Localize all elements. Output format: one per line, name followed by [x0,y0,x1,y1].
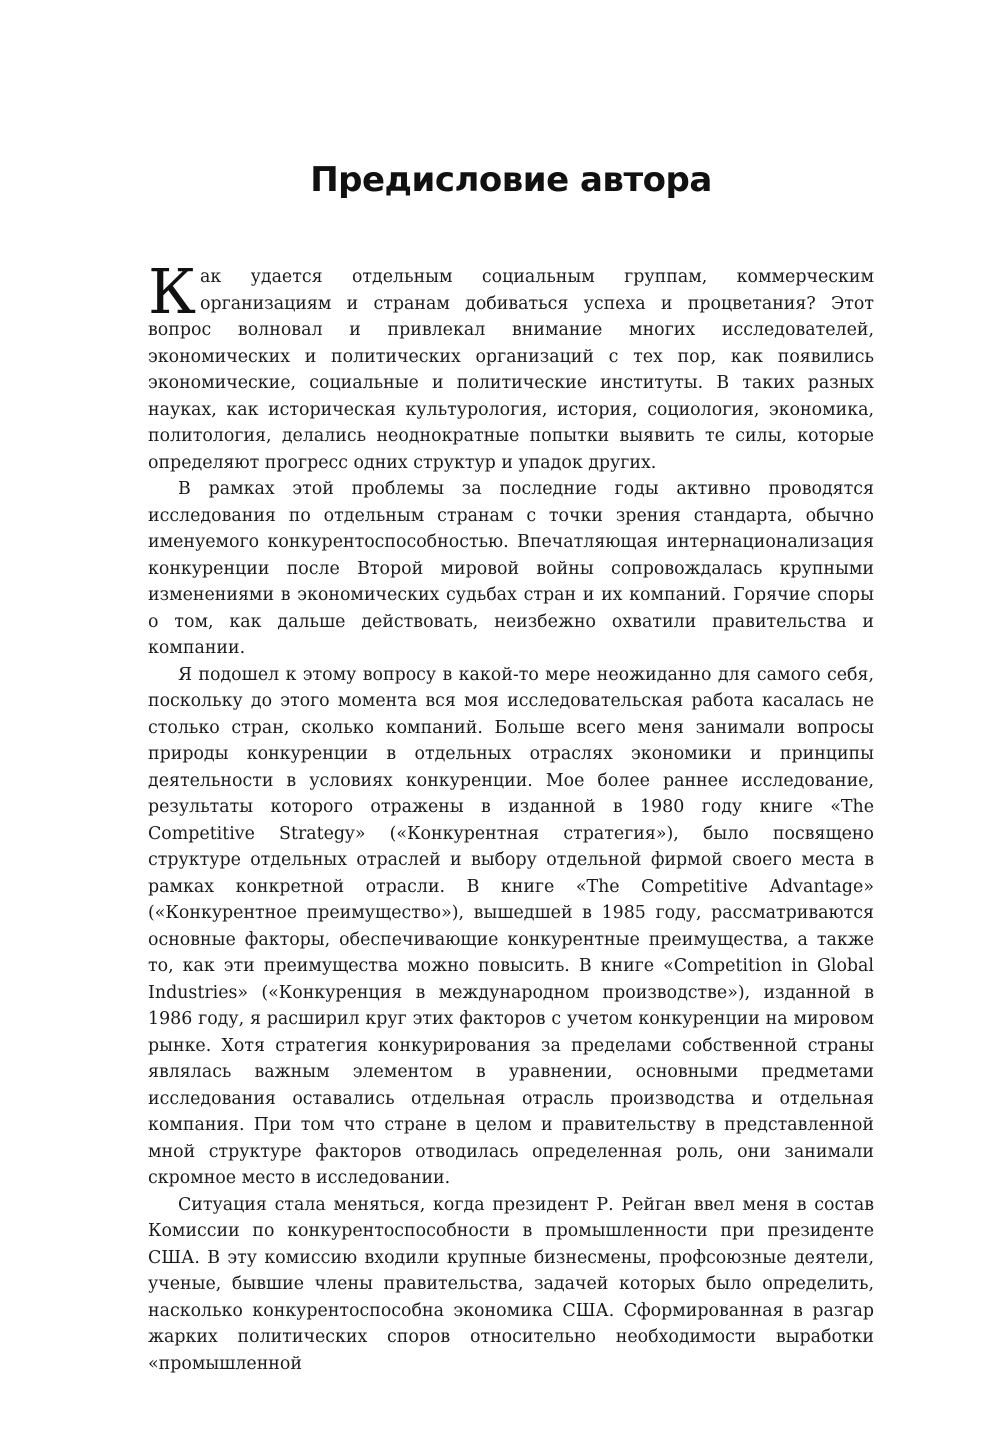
body-text [148,255,874,1377]
paragraph-3: Я подошел к этому вопросу в какой-то мере неожиданно для самого себя, поскольку до этого момента вся моя исследовательская работа касалась не столько стран, сколько компаний. Больше всего меня занимали вопросы природы конкуренции в отдельных отраслях экономики и принципы деятельности в условиях конкуренции. Мое более раннее исследование, результаты которого отражены в изданной в 1980 году книге «The Competitive Strategy» («Конкурентная стратегия»), было посвящено структуре отдельных отраслей и выбору отдельной фирмой своего места в рамках конкретной отрасли. В книге «The Competitive Advantage» («Конкурентное преимущество»), вышедшей в 1985 году, рассматриваются основные факторы, обеспечивающие конкурентные преимущества, а также то, как эти преимущества можно повысить. В книге «Competition in Global Industries» («Конкуренция в международном производстве»), изданной в 1986 году, я расширил круг этих факторов с учетом конкуренции на мировом рынке. Хотя стратегия конкурирования за пределами собственной страны являлась важным элементом в уравнении, основными предметами исследования оставались отдельная отрасль производства и отдельная компания. При том что стране в целом и правительству в представленной мной структуре факторов отводилась определенная роль, они занимали скромное место в исследовании. [148,664,874,1188]
page-title: Предисловие автора [310,160,712,200]
paragraph-1-text: ак удается отдельным социальным группам, коммерческим организациям и странам добиваться успеха и процветания? Этот вопрос волновал и привлекал внимание многих исследователей, экономических и политических организаций с тех пор, как появились экономические, социальные и политические институты. В таких разных науках, как историческая культурология, история, социология, экономика, политология, делались неоднократные попытки выявить те силы, которые определяют прогресс одних структур и упадок других. [148,267,874,473]
paragraph-1 [148,255,874,476]
paragraph-4: Ситуация стала меняться, когда президент Р. Рейган ввел меня в состав Комиссии по конкурентоспособности в промышленности при президенте США. В эту комиссию входили крупные бизнесмены, профсоюзные деятели, ученые, бывшие члены правительства, задачей которых было определить, насколько конкурентоспособна экономика США. Сформированная в разгар жарких политических споров относительно необходимости выработки «промышленной [148,1194,874,1374]
drop-cap: К [148,255,196,328]
paragraph-2: В рамках этой проблемы за последние годы активно проводятся исследования по отдельным странам с точки зрения стандарта, обычно именуемого конкурентоспособностью. Впечатляющая интернационализация конкуренции после Второй мировой войны сопровождалась крупными изменениями в экономических судьбах стран и их компаний. Горячие споры о том, как дальше действовать, неизбежно охватили правительства и компании. [148,479,874,658]
page-content [148,150,874,1377]
